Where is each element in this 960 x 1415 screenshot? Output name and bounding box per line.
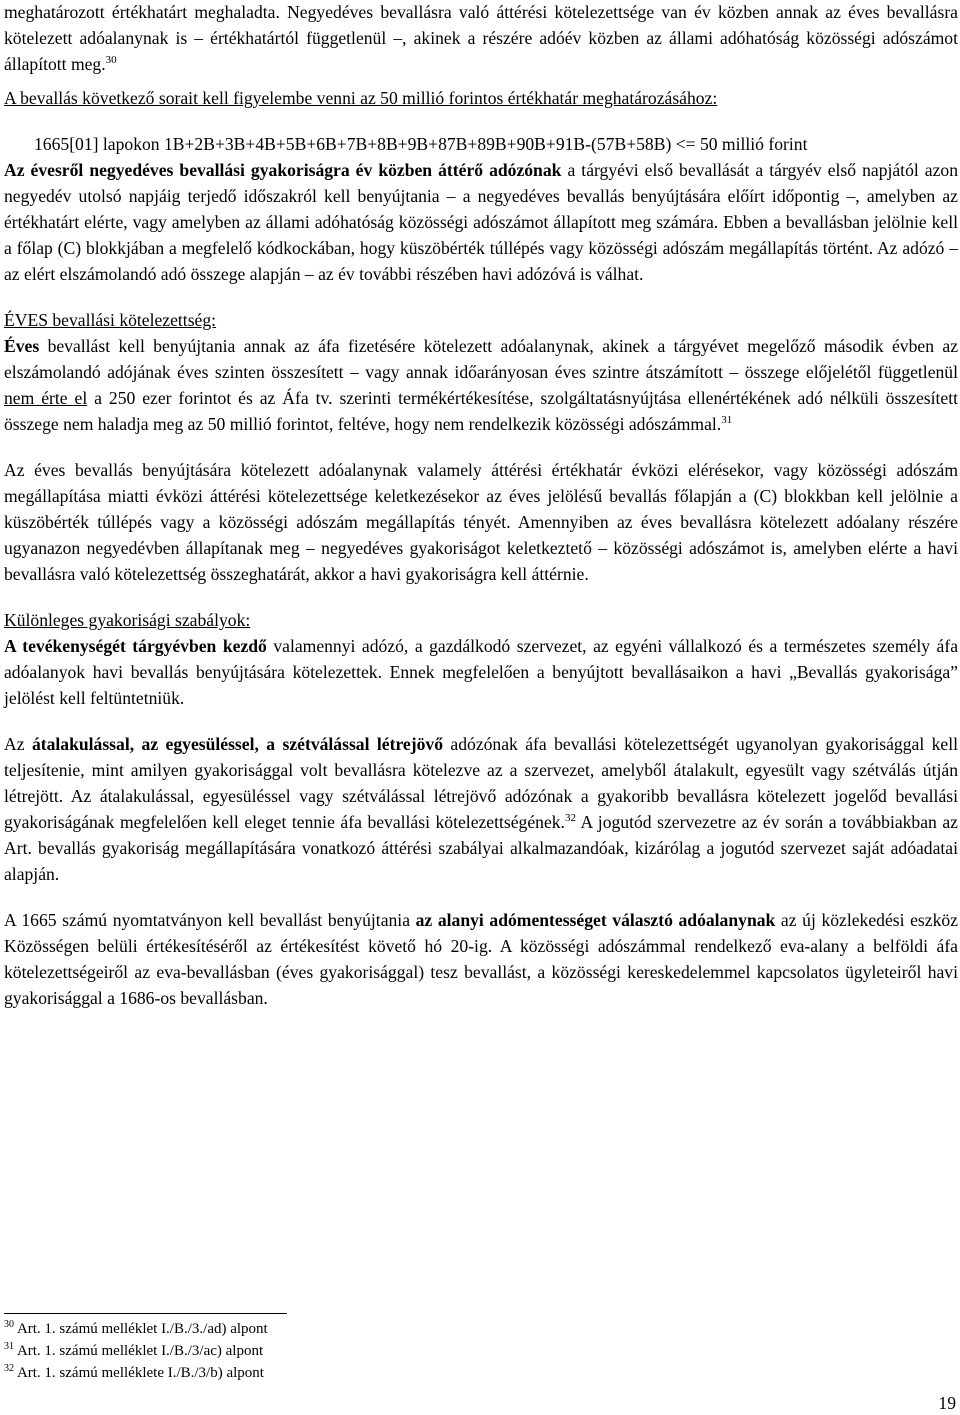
- paragraph-annual-threshold: [4, 457, 958, 587]
- paragraph-annual-obligation: [4, 333, 958, 437]
- footnote-ref-31[interactable]: 31: [721, 414, 733, 426]
- footnote-ref-32[interactable]: 32: [564, 812, 576, 824]
- footnote-number: 30: [4, 1319, 14, 1330]
- footnote-text: Art. 1. számú melléklet I./B./3/ac) alpont: [16, 1343, 264, 1359]
- heading-annual-text: ÉVES bevallási kötelezettség:: [4, 310, 217, 330]
- paragraph-text: meghatározott értékhatárt meghaladta. Negyedéves bevallásra való áttérési kötelezettsége van év közben annak az éves bevallásra kötelezett adóalanynak is – értékhatártól függetlenül –, akinek a részére adóév közben az állami adóhatóság közösségi adószámot állapított meg.: [4, 2, 958, 74]
- paragraph-text: a tárgyévi első bevallását a tárgyév első napjától azon negyedév utolsó napjáig terjedő időszakról kell benyújtania – a negyedéves bevallás benyújtására előírt időpontig –, amelyben az értékhatárt elérte, vagy amelyben az állami adóhatóság közösségi adószámot állapított meg számára. Ebben a bevallásban jelölnie kell a főlap (C) blokkjában a megfelelő kódkockában, hogy küszöbérték túllépés vagy közösségi adószám megállapítás történt. Az adózó – az elért elszámolandó adó összege alapján – az év további részében havi adózóvá is válhat.: [4, 160, 959, 284]
- paragraph-quarterly-transition: [4, 0, 958, 77]
- footnote-30: [4, 1318, 958, 1340]
- paragraph-new-business: [4, 633, 958, 711]
- formula-text: 1665[01] lapokon 1B+2B+3B+4B+5B+6B+7B+8B+9B+87B+89B+90B+91B-(57B+58B) <= 50 millió forint: [34, 134, 808, 154]
- paragraph-text: A jogutód szervezetre az év során a továbbiakban az Art. bevallás gyakoriság megállapítására vonatkozó áttérési szabályai alkalmazandóak, kizárólag a jogutód szervezet saját adóadatai alapján.: [4, 812, 958, 884]
- page-number: 19: [938, 1393, 956, 1413]
- footnote-ref-30[interactable]: 30: [105, 54, 117, 66]
- formula-paragraph: [4, 131, 958, 157]
- bold-phrase: átalakulással, az egyesüléssel, a szétválással létrejövő: [31, 734, 443, 754]
- footnote-text: Art. 1. számú melléklete I./B./3/b) alpont: [16, 1365, 264, 1381]
- footnote-number: 32: [4, 1363, 14, 1374]
- bold-phrase: Éves: [4, 336, 40, 356]
- footnote-32: [4, 1362, 958, 1384]
- paragraph-text: a 250 ezer forintot és az Áfa tv. szerinti termékértékesítése, szolgáltatásnyújtása ellenértékének adó nélküli összesített összege nem haladja meg az 50 millió forintot, feltéve, hogy nem rendelkezik közösségi adószámmal.: [4, 388, 958, 434]
- section-heading-annual: [4, 307, 958, 333]
- paragraph-text: bevallást kell benyújtania annak az áfa fizetésére kötelezett adóalanynak, akinek a tárgyévet megelőző második évben az elszámolandó adójának éves szinten összesített – vagy annak időarányosan éves szintre átszámított – összege előjelétől függetlenül: [4, 336, 958, 382]
- document-body: [4, 0, 958, 1011]
- paragraph-text: Az éves bevallás benyújtására kötelezett adóalanynak valamely áttérési értékhatár évközi elérésekor, vagy közösségi adószám megállapítása miatti évközi áttérési kötelezettsége keletkezésekor az éves jelölésű bevallás főlapján a (C) blokkban kell jelölnie a küszöbérték túllépés vagy a közösségi adószám megállapítás tényét. Amennyiben az éves bevallásra kötelezett adóalany részére ugyanazon negyedévben állapítanak meg – negyedéves gyakoriságot keletkeztető – közösségi adószámot is, amelyben elérte a havi bevallásra való kötelezettség összeghatárát, akkor a havi gyakoriságra kell áttérnie.: [4, 460, 958, 584]
- underlined-phrase: nem érte el: [4, 388, 88, 408]
- heading-special-text: Különleges gyakorisági szabályok:: [4, 610, 251, 630]
- paragraph-text: valamennyi adózó, a gazdálkodó szervezet, az egyéni vállalkozó és a természetes személy áfa adóalanyok havi bevallás benyújtására kötelezettek. Ennek megfelelően a benyújtott bevallásaikon a havi „Bevallás gyakorisága” jelölést kell feltüntetniük.: [4, 636, 959, 708]
- paragraph-transformation: [4, 731, 958, 887]
- footnote-text: Art. 1. számú melléklet I./B./3./ad) alpont: [16, 1321, 268, 1337]
- paragraph-annual-to-quarterly: [4, 157, 958, 287]
- footnotes-section: [4, 1313, 958, 1384]
- paragraph-rows-intro: [4, 85, 958, 111]
- paragraph-text: Az: [4, 734, 32, 754]
- footnote-divider: [4, 1313, 287, 1314]
- rows-intro-text: A bevallás következő sorait kell figyelembe venni az 50 millió forintos értékhatár meghatározásához:: [4, 88, 718, 108]
- section-heading-special: [4, 607, 958, 633]
- bold-phrase: A tevékenységét tárgyévben kezdő: [4, 636, 267, 656]
- paragraph-text: az új közlekedési eszköz Közösségen belüli értékesítéséről az értékesítést követő hó 20-ig. A közösségi adószámmal rendelkező eva-alany a belföldi áfa kötelezettségeiről az eva-bevallásban (éves gyakorisággal) tesz bevallást, a közösségi kereskedelemmel kapcsolatos ügyleteiről havi gyakorisággal a 1686-os bevallásban.: [4, 910, 958, 1008]
- paragraph-form-1665: [4, 907, 958, 1011]
- bold-phrase: az alanyi adómentességet választó adóalanynak: [415, 910, 776, 930]
- paragraph-text: A 1665 számú nyomtatványon kell bevallást benyújtania: [4, 910, 416, 930]
- footnote-31: [4, 1340, 958, 1362]
- bold-phrase: Az évesről negyedéves bevallási gyakoriságra év közben áttérő adózónak: [4, 160, 562, 180]
- paragraph-text: adózónak áfa bevallási kötelezettségét ugyanolyan gyakorisággal kell teljesítenie, mint amilyen gyakorisággal volt bevallásra kötelezve az a szervezet, amelyből átalakult, egyesült vagy szétválás útján létrejött. Az átalakulással, egyesüléssel vagy szétválással létrejövő adózónak a gyakoribb bevallásra kötelezett jogelőd bevallási gyakoriságának megfelelően kell eleget tennie áfa bevallási kötelezettségének.: [4, 734, 958, 832]
- footnote-number: 31: [4, 1341, 14, 1352]
